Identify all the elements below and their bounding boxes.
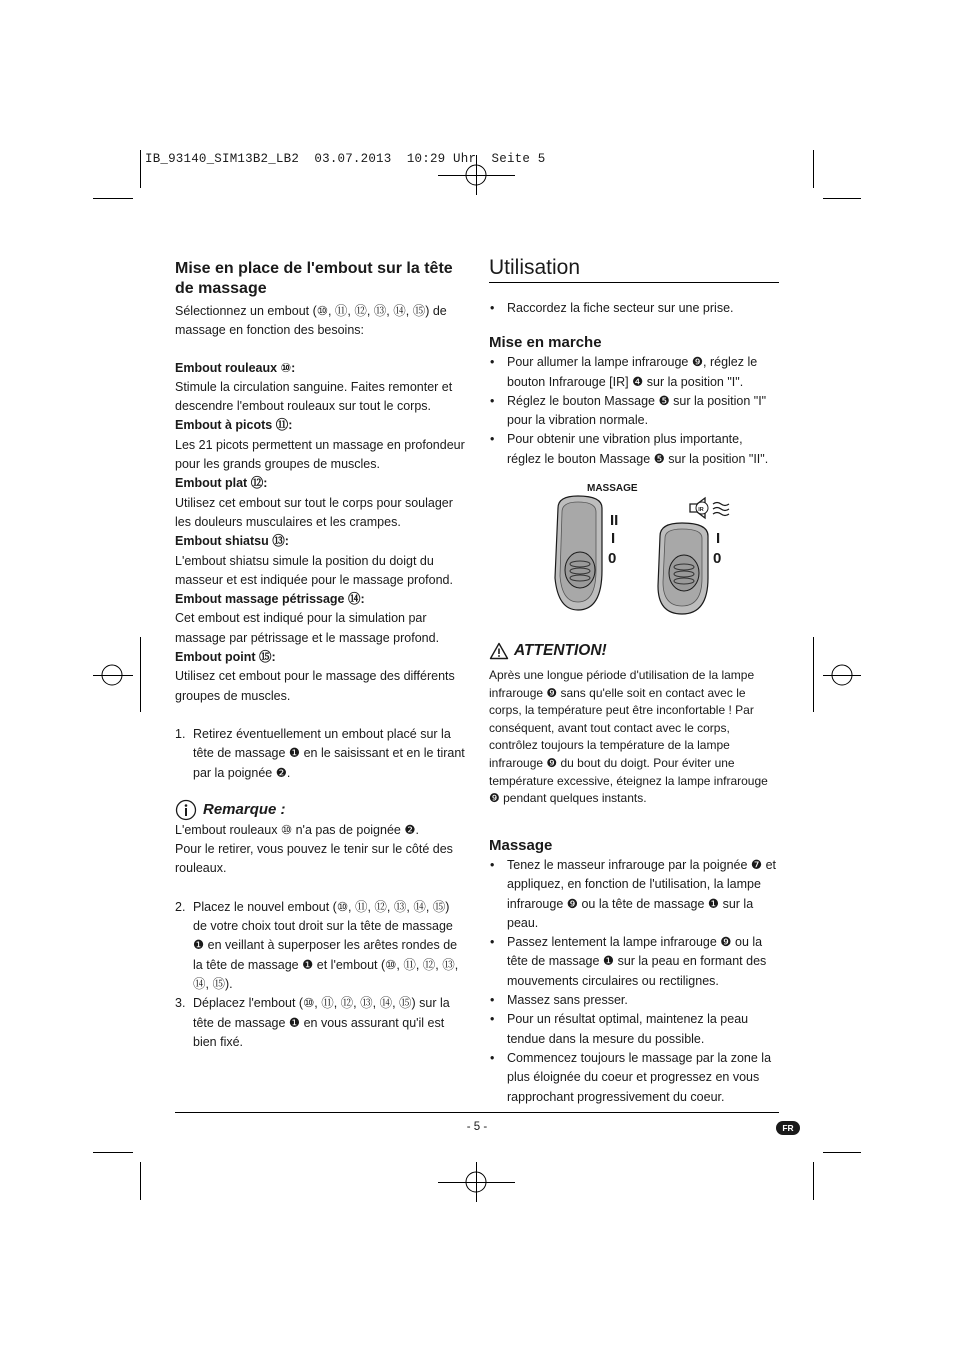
step-number: 3. — [175, 996, 186, 1011]
note-title: Remarque : — [203, 800, 286, 818]
attachment-name: Embout point ⑮: — [175, 650, 276, 665]
massage-switch — [555, 496, 602, 610]
attachment-text: L'embout shiatsu simule la position du doigt du masseur et est indiquée pour le massage profond. — [175, 553, 453, 587]
attachment-text: Utilisez cet embout sur tout le corps pour soulager les douleurs musculaires et les crampes. — [175, 495, 453, 529]
warning-icon — [489, 642, 509, 660]
attachment-name: Embout plat ⑫: — [175, 476, 268, 491]
attachment-text: Les 21 picots permettent un massage en profondeur pour les grands groupes de muscles. — [175, 437, 465, 472]
note-line-2: Pour le retirer, vous pouvez le tenir sur le côté des rouleaux. — [175, 842, 453, 876]
attention-title: ATTENTION! — [514, 642, 607, 659]
attachment-list — [175, 359, 465, 706]
right-column — [489, 256, 779, 280]
step-1 — [175, 725, 465, 783]
right-body-top — [489, 299, 779, 469]
list-item: • Massez sans presser. — [489, 991, 779, 1010]
intro-text: Sélectionnez un embout (⑩, ⑪, ⑫, ⑬, ⑭, ⑮) de massage en fonction des besoins: — [175, 304, 447, 338]
attachment-name: Embout shiatsu ⑬: — [175, 534, 289, 549]
switch-position-label: 0 — [608, 550, 617, 567]
attachment-text: Cet embout est indiqué pour la simulation par massage par pétrissage et le massage profond. — [175, 611, 440, 645]
page-title: Utilisation — [489, 256, 581, 279]
note-header — [175, 799, 465, 821]
attachment-item — [175, 474, 465, 532]
left-column — [175, 259, 465, 1052]
language-badge: FR — [776, 1121, 800, 1135]
attention-block — [489, 641, 779, 808]
step-text: Déplacez l'embout (⑩, ⑪, ⑫, ⑬, ⑭, ⑮) sur la tête de massage ❶ en vous assurant qu'il est bien fixé. — [193, 996, 450, 1049]
plug-list — [489, 299, 779, 318]
list-item: • Pour un résultat optimal, maintenez la peau tendue dans la mesure du possible. — [489, 1010, 779, 1049]
attachment-name: Embout rouleaux ⑩: — [175, 360, 296, 375]
list-item: • Raccordez la fiche secteur sur une prise. — [489, 299, 779, 318]
attachment-item — [175, 416, 465, 474]
switch-illustration — [550, 478, 740, 618]
attachment-name: Embout massage pétrissage ⑭: — [175, 592, 365, 607]
massage-list — [489, 856, 779, 1107]
infrared-switch — [658, 523, 708, 614]
attachment-text: Stimule la circulation sanguine. Faites remonter et descendre l'embout rouleaux sur tout le corps. — [175, 379, 453, 414]
step-3 — [175, 994, 465, 1052]
step-number: 2. — [175, 899, 186, 914]
attachment-item — [175, 532, 465, 590]
attention-header — [489, 641, 779, 661]
svg-text:IR: IR — [698, 507, 704, 513]
switch-position-label: II — [610, 512, 619, 529]
footer-rule — [175, 1112, 779, 1113]
section-heading-massage: Massage — [489, 837, 553, 854]
list-item: • Réglez le bouton Massage ❺ sur la position "I" pour la vibration normale. — [489, 392, 779, 431]
step-2 — [175, 898, 465, 994]
list-item: • Pour obtenir une vibration plus importante, réglez le bouton Massage ❺ sur la position "II". — [489, 430, 779, 469]
attachment-item — [175, 648, 465, 706]
power-on-list — [489, 353, 779, 469]
massage-section — [489, 836, 779, 1107]
switch-position-label: 0 — [713, 550, 722, 567]
note-line-1: L'embout rouleaux ⑩ n'a pas de poignée ❷. — [175, 822, 420, 837]
step-number: 1. — [175, 726, 186, 741]
list-item: • Passez lentement la lampe infrarouge ❾ ou la tête de massage ❶ sur la peau en formant des mouvements circulaires ou rectilignes. — [489, 933, 779, 991]
massage-switch-label: MASSAGE — [587, 483, 638, 494]
attachment-name: Embout à picots ⑪: — [175, 418, 293, 433]
attachment-item — [175, 359, 465, 417]
switch-position-label: I — [611, 530, 616, 547]
title-rule — [489, 282, 779, 283]
list-item: • Tenez le masseur infrarouge par la poignée ❼ et appliquez, en fonction de l'utilisation, la lampe infrarouge ❾ ou la tête de massage ❶ sur la peau. — [489, 856, 779, 933]
section-heading-power-on: Mise en marche — [489, 334, 602, 352]
page-number: - 5 - — [466, 1121, 488, 1133]
attachment-item — [175, 590, 465, 648]
attachment-text: Utilisez cet embout pour le massage des différents groupes de muscles. — [175, 669, 455, 703]
list-item: • Commencez toujours le massage par la zone la plus éloignée du coeur et progressez en vous rapprochant progressivement du coeur. — [489, 1049, 779, 1107]
step-text: Retirez éventuellement un embout placé sur la tête de massage ❶ en le saisissant et en le tirant par la poignée ❷. — [193, 726, 465, 780]
attention-text: Après une longue période d'utilisation de la lampe infrarouge ❾ sans qu'elle soit en contact avec le corps, la température peut être inconfortable ! Par conséquent, avant tout contact avec le corps, contrôlez toujours la température de la lampe infrarouge ❾ du bout du doigt. Pour éviter une température excessive, éteignez la lampe infrarouge ❾ pendant quelques instants. — [489, 668, 768, 806]
section-heading-attachment: Mise en place de l'embout sur la tête de massage — [175, 260, 453, 297]
info-icon — [175, 799, 197, 821]
infrared-icon — [690, 498, 729, 518]
switch-position-label: I — [716, 530, 721, 547]
print-slug: IB_93140_SIM13B2_LB2 03.07.2013 10:29 Uhr Seite 5 — [145, 152, 546, 166]
list-item: • Pour allumer la lampe infrarouge ❾, réglez le bouton Infrarouge [IR] ❹ sur la position "I". — [489, 353, 779, 392]
step-text: Placez le nouvel embout (⑩, ⑪, ⑫, ⑬, ⑭, ⑮) de votre choix tout droit sur la tête de massage ❶ en veillant à superposer les arêtes rondes de la tête de massage ❶ et l'embout (⑩, ⑪, ⑫, ⑬, ⑭, ⑮). — [193, 899, 459, 991]
